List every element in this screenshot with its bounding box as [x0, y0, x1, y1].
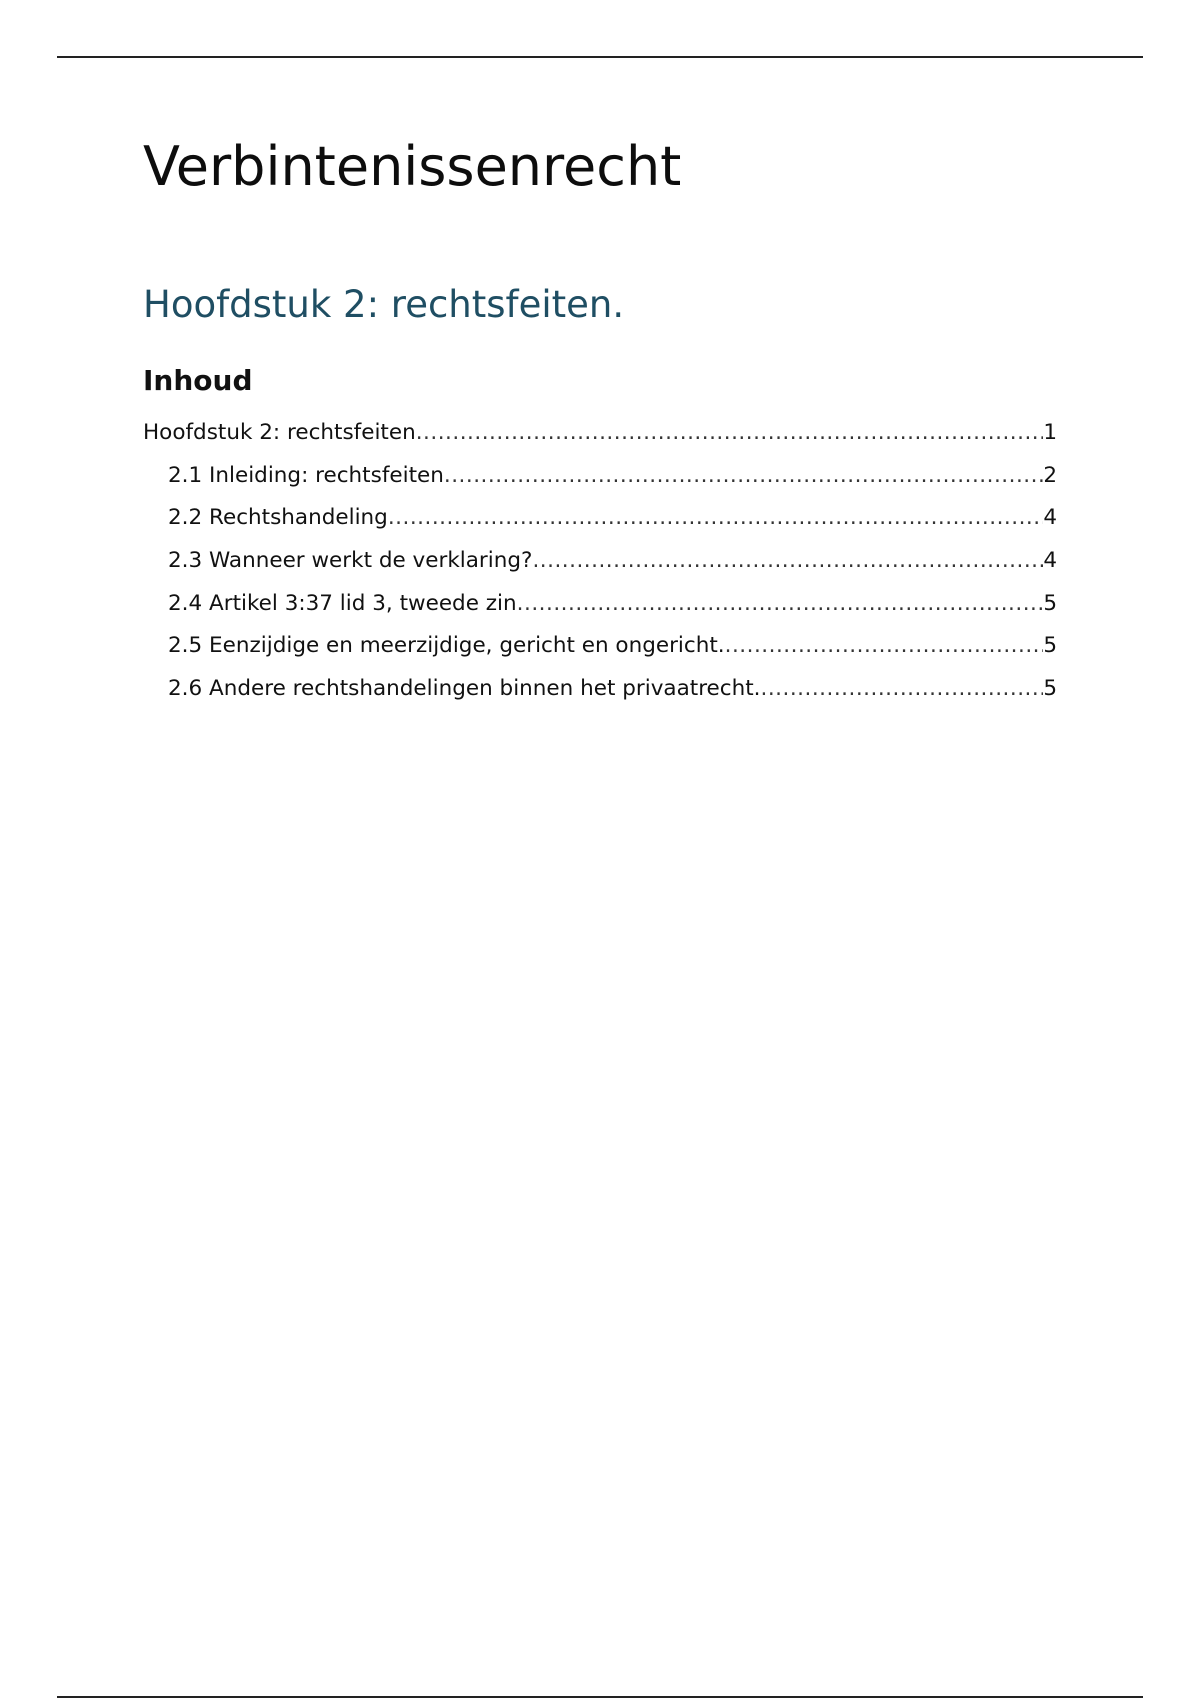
toc-entry-page-number: 4: [1043, 505, 1057, 531]
header-rule: [57, 56, 1143, 58]
toc-entry-2-1[interactable]: [143, 458, 1057, 501]
toc-entry-2-6[interactable]: [143, 671, 1057, 714]
toc-entry-label: 2.4 Artikel 3:37 lid 3, tweede zin: [168, 590, 517, 616]
toc-entry-2-3[interactable]: [143, 543, 1057, 586]
footer-rule: [57, 1696, 1143, 1698]
toc-dot-leader: [517, 586, 1044, 622]
toc-entry-label: 2.2 Rechtshandeling: [168, 505, 388, 531]
toc-entry-page-number: 5: [1043, 590, 1057, 616]
toc-dot-leader: [416, 415, 1044, 451]
toc-entry-2-2[interactable]: [143, 500, 1057, 543]
toc-entry-page-number: 2: [1043, 462, 1057, 488]
toc-dot-leader: [761, 671, 1044, 707]
toc-entry-label: 2.6 Andere rechtshandelingen binnen het privaatrecht.: [168, 676, 761, 702]
toc-entry-2-5[interactable]: [143, 628, 1057, 671]
toc-dot-leader: [388, 500, 1043, 536]
toc-entry-page-number: 4: [1043, 548, 1057, 574]
toc-entry-label: 2.1 Inleiding: rechtsfeiten: [168, 462, 444, 488]
toc-dot-leader: [532, 543, 1043, 579]
toc-heading: Inhoud: [143, 364, 253, 397]
document-title: Verbintenissenrecht: [143, 135, 682, 198]
toc-entry-chapter-2[interactable]: [143, 415, 1057, 458]
toc-entry-page-number: 1: [1043, 420, 1057, 445]
toc-entry-label: 2.3 Wanneer werkt de verklaring?: [168, 548, 533, 574]
chapter-heading: Hoofdstuk 2: rechtsfeiten.: [143, 283, 625, 326]
toc-entry-label: Hoofdstuk 2: rechtsfeiten: [143, 420, 416, 445]
toc-dot-leader: [725, 628, 1044, 664]
toc-dot-leader: [444, 458, 1043, 494]
toc-entry-page-number: 5: [1043, 633, 1057, 659]
table-of-contents: [143, 415, 1057, 714]
toc-entry-page-number: 5: [1043, 676, 1057, 702]
toc-entry-2-4[interactable]: [143, 586, 1057, 629]
toc-entry-label: 2.5 Eenzijdige en meerzijdige, gericht en ongericht.: [168, 633, 725, 659]
